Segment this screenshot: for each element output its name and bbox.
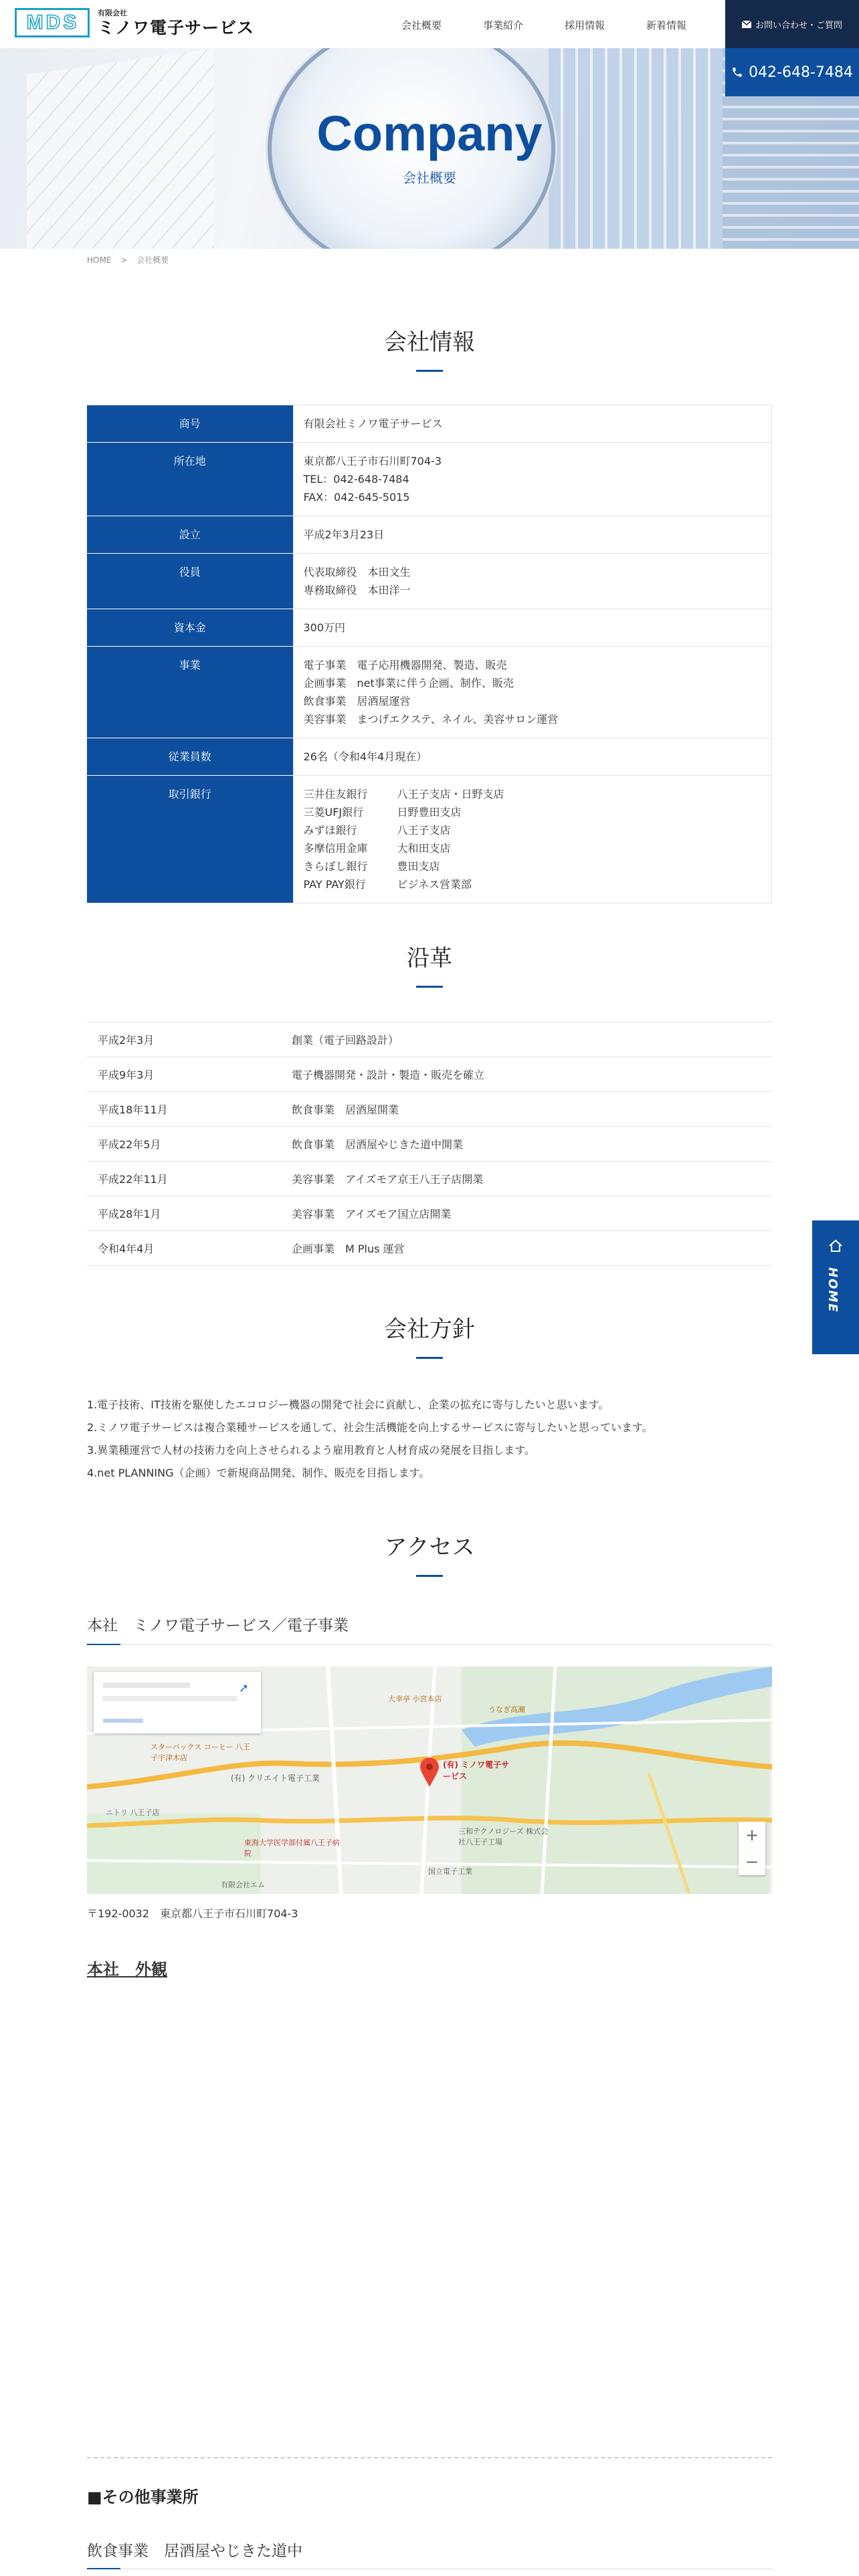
zoom-out-icon[interactable]: −	[745, 1852, 759, 1871]
bank-row	[304, 785, 762, 803]
row-value	[293, 647, 772, 738]
history-year: 平成2年3月	[87, 1023, 281, 1057]
policy-item: 3.異業種運営で人材の技術力を向上させられるよう雇用教育と人材育成の発展を目指します。	[87, 1444, 535, 1457]
logo-letter: M	[26, 11, 45, 33]
logo-letter: S	[63, 11, 78, 33]
side-home-button[interactable]	[812, 1220, 859, 1354]
phone-icon	[731, 66, 743, 78]
company-info-title: 会社情報	[384, 329, 475, 356]
bank-branch: 日野豊田支店	[397, 806, 462, 819]
table-row	[87, 1162, 772, 1196]
history-year: 平成18年11月	[87, 1092, 281, 1127]
history-event: 美容事業 アイズモア国立店開業	[281, 1196, 772, 1231]
row-label: 所在地	[87, 443, 293, 516]
heading-underline-accent	[87, 2568, 120, 2569]
mail-icon	[742, 21, 751, 28]
bank-branch: 八王子支店	[397, 824, 451, 837]
izakaya-office-heading: 飲食事業 居酒屋やじきた道中	[87, 2543, 302, 2560]
company-name: ミノワ電子サービス	[98, 18, 255, 37]
contact-button[interactable]	[725, 0, 859, 48]
side-home-label: HOME	[826, 1267, 840, 1313]
map-label: うなぎ高瀬	[488, 1705, 525, 1714]
bank-row	[304, 857, 762, 875]
heading-underline	[87, 1644, 772, 1645]
table-row	[87, 516, 772, 554]
history-event: 創業（電子回路設計）	[281, 1023, 772, 1057]
row-value	[293, 738, 772, 776]
title-underline	[416, 1575, 443, 1577]
value-line: 電子事業 電子応用機器開発、製造、販売	[303, 659, 507, 671]
map-label: 有限会社エム	[221, 1881, 265, 1889]
google-map[interactable]	[87, 1667, 772, 1894]
policy-list	[87, 1394, 653, 1485]
head-office-address: 〒192-0032 東京都八王子市石川町704-3	[87, 1907, 298, 1920]
row-label: 資本金	[87, 609, 293, 647]
history-event: 企画事業 M Plus 運営	[281, 1231, 772, 1266]
breadcrumb-current: 会社概要	[136, 255, 169, 265]
value-line: TEL：042-648-7484	[303, 473, 409, 486]
bank-row	[304, 875, 762, 893]
breadcrumb-separator: >	[120, 255, 128, 265]
table-row	[87, 405, 772, 443]
row-value	[293, 516, 772, 554]
map-card-line	[103, 1683, 190, 1688]
value-line: 専務取締役 本田洋一	[303, 584, 411, 597]
map-card-line	[103, 1696, 237, 1701]
directions-icon[interactable]: ➚	[238, 1681, 249, 1695]
map-label: (有) クリエイト電子工業	[231, 1774, 320, 1783]
other-offices-heading: ■その他事業所	[87, 2488, 199, 2506]
value-line: FAX：042-645-5015	[303, 491, 410, 504]
row-value	[293, 609, 772, 647]
bank-row	[304, 839, 762, 857]
table-row	[87, 647, 772, 738]
breadcrumb-home[interactable]: HOME	[87, 255, 112, 265]
map-pin-label: (有) ミノワ電子サービス	[443, 1760, 510, 1781]
bank-name: 三菱UFJ銀行	[303, 806, 364, 819]
value-line: 企画事業 net事業に伴う企画、制作、販売	[303, 677, 514, 689]
title-underline	[416, 370, 443, 372]
row-label: 商号	[87, 405, 293, 443]
policy-title: 会社方針	[384, 1316, 475, 1343]
logo-text	[98, 7, 254, 38]
nav-business[interactable]: 事業紹介	[483, 19, 524, 31]
value-line: 26名（令和4年4月現在）	[303, 750, 427, 763]
hero-subtitle: 会社概要	[403, 170, 456, 186]
main-nav	[401, 18, 728, 32]
logo-letter: D	[45, 11, 62, 33]
bank-name: きらぼし銀行	[303, 860, 368, 873]
map-label: 三和テクノロジーズ 株式会社八王子工場	[458, 1827, 549, 1846]
nav-company[interactable]: 会社概要	[401, 19, 442, 31]
table-row	[87, 554, 772, 609]
map-label: 東海大学医学部付属八王子病院	[244, 1838, 340, 1858]
title-underline	[416, 986, 443, 988]
bank-branch: 八王子支店・日野支店	[397, 788, 504, 800]
row-label: 取引銀行	[87, 776, 293, 903]
value-line: 300万円	[303, 621, 346, 634]
bank-name: 三井住友銀行	[303, 788, 368, 800]
value-line: 有限会社ミノワ電子サービス	[303, 417, 443, 430]
zoom-in-icon[interactable]: +	[745, 1826, 759, 1844]
map-label: スターバックス コーヒー 八王子宇津木店	[151, 1743, 250, 1762]
table-row	[87, 1231, 772, 1266]
table-row	[87, 1127, 772, 1162]
table-row	[87, 738, 772, 776]
bank-branch: 豊田支店	[397, 860, 440, 873]
home-icon	[828, 1239, 843, 1253]
history-year: 令和4年4月	[87, 1231, 281, 1266]
tel-number: 042-648-7484	[749, 64, 853, 81]
exterior-heading: 本社 外観	[87, 1960, 167, 1979]
bank-list	[293, 776, 772, 903]
table-row	[87, 1057, 772, 1092]
bank-branch: 大和田支店	[397, 842, 451, 855]
table-row	[87, 776, 772, 903]
site-logo[interactable]	[15, 7, 254, 38]
history-year: 平成22年5月	[87, 1127, 281, 1162]
access-title: アクセス	[384, 1534, 475, 1561]
history-year: 平成9年3月	[87, 1057, 281, 1092]
row-label: 役員	[87, 554, 293, 609]
history-year: 平成22年11月	[87, 1162, 281, 1196]
value-line: 東京都八王子市石川町704-3	[303, 455, 442, 467]
hero-title: Company	[316, 106, 543, 161]
site-header	[0, 0, 859, 48]
table-row	[87, 1092, 772, 1127]
company-type: 有限会社	[98, 9, 127, 17]
breadcrumb	[87, 254, 175, 265]
map-label: 大幸亭 小宮本店	[388, 1695, 442, 1703]
title-underline	[416, 1357, 443, 1359]
map-label: ニトリ 八王子店	[106, 1808, 160, 1817]
value-line: 美容事業 まつげエクステ、ネイル、美容サロン運営	[303, 713, 559, 726]
bank-name: PAY PAY銀行	[303, 878, 366, 891]
policy-item: 4.net PLANNING（企画）で新規商品開発、制作、販売を目指します。	[87, 1467, 430, 1479]
bank-name: 多摩信用金庫	[303, 842, 368, 855]
row-value	[293, 554, 772, 609]
table-row	[87, 609, 772, 647]
policy-item: 1.電子技術、IT技術を駆使したエコロジー機器の開発で社会に貢献し、企業の拡充に寄与したいと思います。	[87, 1398, 609, 1411]
nav-recruit[interactable]: 採用情報	[565, 19, 605, 31]
row-label: 設立	[87, 516, 293, 554]
table-row	[87, 443, 772, 516]
map-zoom-controls	[739, 1822, 765, 1875]
head-office-heading: 本社 ミノワ電子サービス／電子事業	[87, 1617, 349, 1634]
bank-row	[304, 821, 762, 839]
contact-label: お問い合わせ・ご質問	[755, 20, 842, 31]
bank-name: みずほ銀行	[303, 824, 357, 837]
row-value	[293, 443, 772, 516]
table-row	[87, 1196, 772, 1231]
map-info-card	[94, 1672, 261, 1733]
value-line: 飲食事業 居酒屋運営	[303, 695, 411, 708]
history-table	[87, 1022, 772, 1266]
history-title: 沿革	[407, 945, 452, 972]
tel-button[interactable]	[725, 48, 859, 96]
nav-news[interactable]: 新着情報	[646, 19, 687, 31]
company-info-table	[87, 405, 772, 903]
bank-row	[304, 803, 762, 821]
logo-mark	[15, 8, 90, 37]
value-line: 代表取締役 本田文生	[303, 566, 411, 578]
history-event: 電子機器開発・設計・製造・販売を確立	[281, 1057, 772, 1092]
table-row	[87, 1023, 772, 1057]
row-label: 従業員数	[87, 738, 293, 776]
map-label: 国立電子工業	[428, 1867, 472, 1876]
value-line: 平成2年3月23日	[303, 528, 385, 541]
history-event: 美容事業 アイズモア京王八王子店開業	[281, 1162, 772, 1196]
bank-branch: ビジネス営業部	[397, 878, 472, 891]
heading-underline-accent	[87, 1644, 120, 1645]
history-event: 飲食事業 居酒屋開業	[281, 1092, 772, 1127]
policy-item: 2.ミノワ電子サービスは複合業種サービスを通して、社会生活機能を向上するサービスに寄与したいと思っています。	[87, 1421, 653, 1434]
row-label: 事業	[87, 647, 293, 738]
history-year: 平成28年1月	[87, 1196, 281, 1231]
section-divider	[87, 2457, 772, 2458]
row-value	[293, 405, 772, 443]
history-event: 飲食事業 居酒屋やじきた道中開業	[281, 1127, 772, 1162]
map-card-link[interactable]	[103, 1719, 143, 1723]
